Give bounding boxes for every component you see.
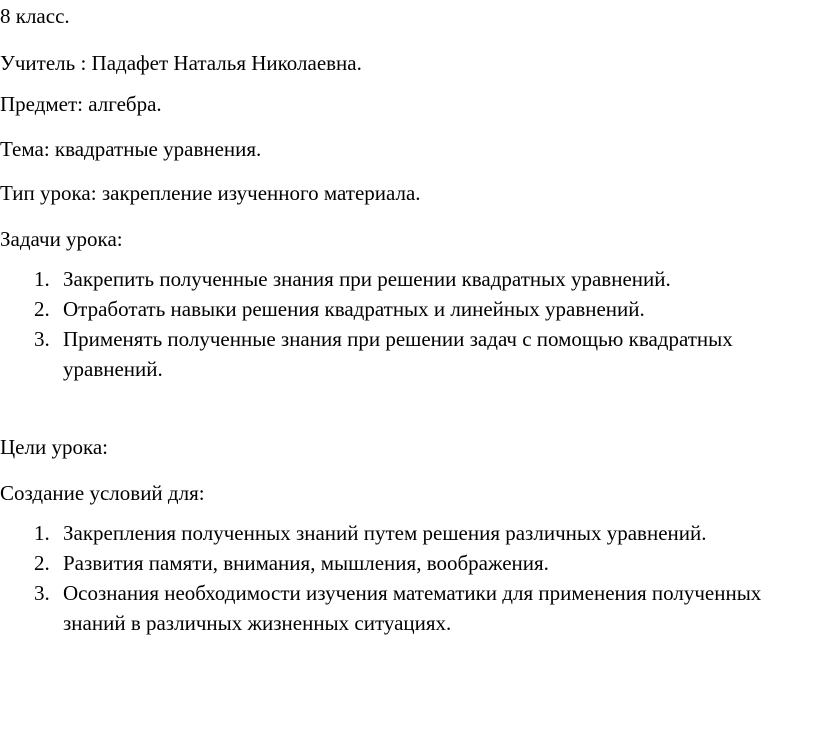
list-item-number: 2. <box>34 297 50 321</box>
list-item-number: 1. <box>34 267 50 291</box>
list-item-text: Закрепления полученных знаний путем решения различных уравнений. <box>63 521 707 545</box>
list-item <box>0 548 816 578</box>
list-item <box>0 294 816 324</box>
list-item-text: Применять полученные знания при решении задач с помощью квадратных уравнений. <box>63 327 733 381</box>
list-item-number: 3. <box>34 327 50 351</box>
subject-line: Предмет: алгебра. <box>0 92 162 116</box>
list-item <box>0 518 816 548</box>
list-item <box>0 578 763 638</box>
goals-intro: Создание условий для: <box>0 481 205 505</box>
lesson-type-line: Тип урока: закрепление изученного материала. <box>0 181 421 205</box>
list-item-number: 2. <box>34 551 50 575</box>
tasks-heading: Задачи урока: <box>0 227 123 251</box>
list-item-number: 3. <box>34 581 50 605</box>
list-item-text: Закрепить полученные знания при решении квадратных уравнений. <box>63 267 671 291</box>
list-item-text: Отработать навыки решения квадратных и линейных уравнений. <box>63 297 645 321</box>
grade-line: 8 класс. <box>0 4 70 28</box>
list-item-text: Осознания необходимости изучения математики для применения полученных знаний в различных жизненных ситуациях. <box>63 581 762 635</box>
goals-heading: Цели урока: <box>0 435 108 459</box>
list-item-text: Развития памяти, внимания, мышления, воображения. <box>63 551 549 575</box>
list-item <box>0 324 753 384</box>
list-item-number: 1. <box>34 521 50 545</box>
goals-list <box>0 518 816 638</box>
tasks-list <box>0 264 816 384</box>
topic-line: Тема: квадратные уравнения. <box>0 137 262 161</box>
teacher-line: Учитель : Падафет Наталья Николаевна. <box>0 51 362 75</box>
list-item <box>0 264 816 294</box>
